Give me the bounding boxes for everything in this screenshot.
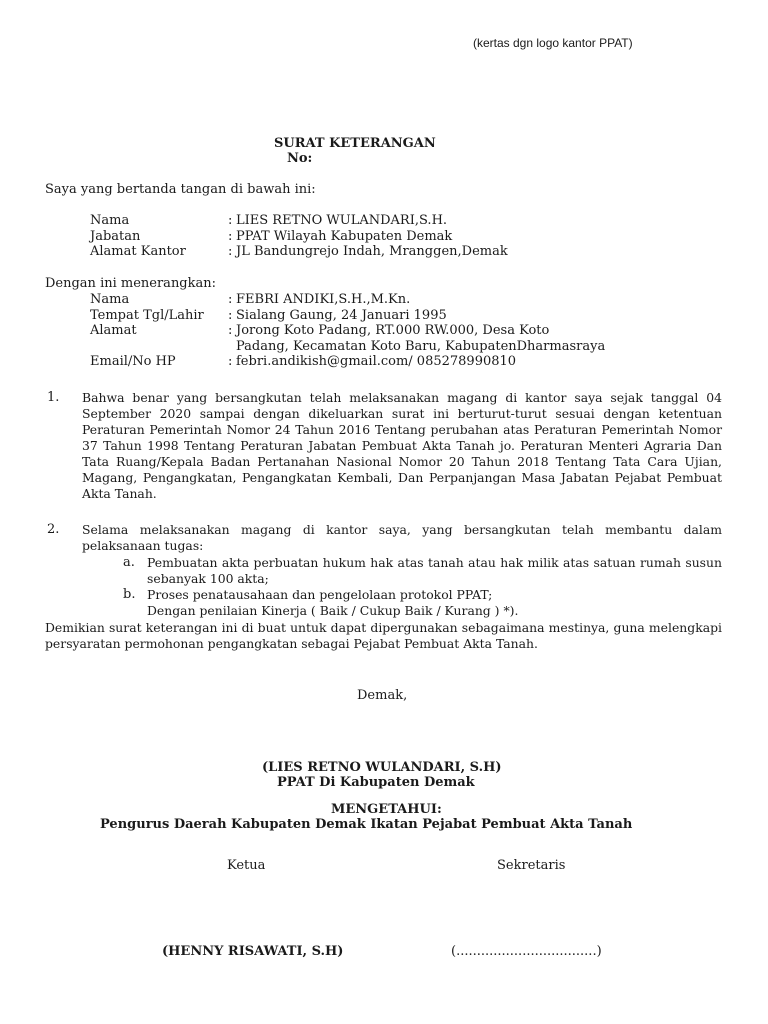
intro-text: Saya yang bertanda tangan di bawah ini:	[45, 182, 316, 197]
field-colon: :	[228, 354, 233, 370]
field-label: Jabatan	[90, 228, 141, 244]
acknowledged-label: MENGETAHUI:	[331, 802, 442, 817]
field-value: Jorong Koto Padang, RT.000 RW.000, Desa Koto	[236, 323, 550, 339]
field-colon: :	[228, 307, 233, 323]
signing-place: Demak,	[357, 688, 408, 703]
field-value: febri.andikish@gmail.com/ 085278990810	[236, 354, 517, 370]
document-title: SURAT KETERANGAN	[274, 136, 436, 151]
signer-title: PPAT Di Kabupaten Demak	[277, 775, 475, 790]
field-colon: :	[228, 244, 233, 260]
field-label: Nama	[90, 292, 130, 307]
secretary-name: (..................................)	[451, 944, 602, 959]
field-colon: :	[228, 323, 233, 339]
secretary-label: Sekretaris	[497, 858, 566, 873]
field-value: Sialang Gaung, 24 Januari 1995	[236, 307, 447, 323]
document-number: No:	[287, 151, 313, 166]
subpoint-a-letter: a.	[123, 555, 135, 570]
declare-intro: Dengan ini menerangkan:	[45, 276, 217, 291]
field-value: LIES RETNO WULANDARI,S.H.	[236, 213, 448, 228]
field-colon: :	[228, 228, 233, 244]
chair-label: Ketua	[227, 858, 266, 873]
field-colon: :	[228, 292, 233, 307]
field-label: Alamat	[90, 323, 137, 339]
field-value: PPAT Wilayah Kabupaten Demak	[236, 228, 453, 244]
field-label: Email/No HP	[90, 354, 176, 370]
field-label: Tempat Tgl/Lahir	[90, 307, 204, 323]
subpoint-b-letter: b.	[123, 587, 136, 602]
field-value: FEBRI ANDIKI,S.H.,M.Kn.	[236, 292, 411, 307]
field-label: Nama	[90, 213, 130, 228]
field-label: Alamat Kantor	[90, 244, 186, 260]
board-name: Pengurus Daerah Kabupaten Demak Ikatan Pejabat Pembuat Akta Tanah	[100, 817, 633, 832]
field-value: Padang, Kecamatan Koto Baru, KabupatenDharmasraya	[236, 338, 606, 354]
header-note: (kertas dgn logo kantor PPAT)	[473, 36, 633, 50]
chair-name: (HENNY RISAWATI, S.H)	[162, 944, 344, 959]
point-2-number: 2.	[47, 522, 60, 537]
point-1-text: Bahwa benar yang bersangkutan telah melaksanakan magang di kantor saya sejak tanggal 04 September 2020 sampai dengan dikeluarkan surat ini berturut-turut sesuai dengan ketentuan Peraturan Pemerintah Nomor 24 Tahun 2016 Tentang perubahan atas Peraturan Pemerintah Nomor 37 Tahun 1998 Tentang Peraturan Jabatan Pembuat Akta Tanah jo. Peraturan Menteri Agraria Dan Tata Ruang/Kepala Badan Pertanahan Nasional Nomor 20 Tahun 2018 Tentang Tata Cara Ujian, Magang, Pengangkatan, Pengangkatan Kembali, Dan Perpanjangan Masa Jabatan Pejabat Pembuat Akta Tanah.	[82, 390, 722, 501]
field-value: JL Bandungrejo Indah, Mranggen,Demak	[236, 244, 508, 260]
field-colon: :	[228, 213, 233, 228]
subpoint-a-text: Pembuatan akta perbuatan hukum hak atas tanah atau hak milik atas satuan rumah susun sebanyak 100 akta;	[147, 555, 722, 586]
subpoint-b-text: Proses penatausahaan dan pengelolaan protokol PPAT;	[147, 587, 493, 602]
assessment-text: Dengan penilaian Kinerja ( Baik / Cukup Baik / Kurang ) *).	[147, 603, 519, 618]
closing-paragraph: Demikian surat keterangan ini di buat untuk dapat dipergunakan sebagaimana mestinya, guna melengkapi persyaratan permohonan pengangkatan sebagai Pejabat Pembuat Akta Tanah.	[45, 620, 722, 651]
signer-name: (LIES RETNO WULANDARI, S.H)	[262, 760, 502, 775]
point-2-text: Selama melaksanakan magang di kantor saya, yang bersangkutan telah membantu dalam pelaksanaan tugas:	[82, 522, 722, 553]
point-1-number: 1.	[47, 390, 60, 405]
